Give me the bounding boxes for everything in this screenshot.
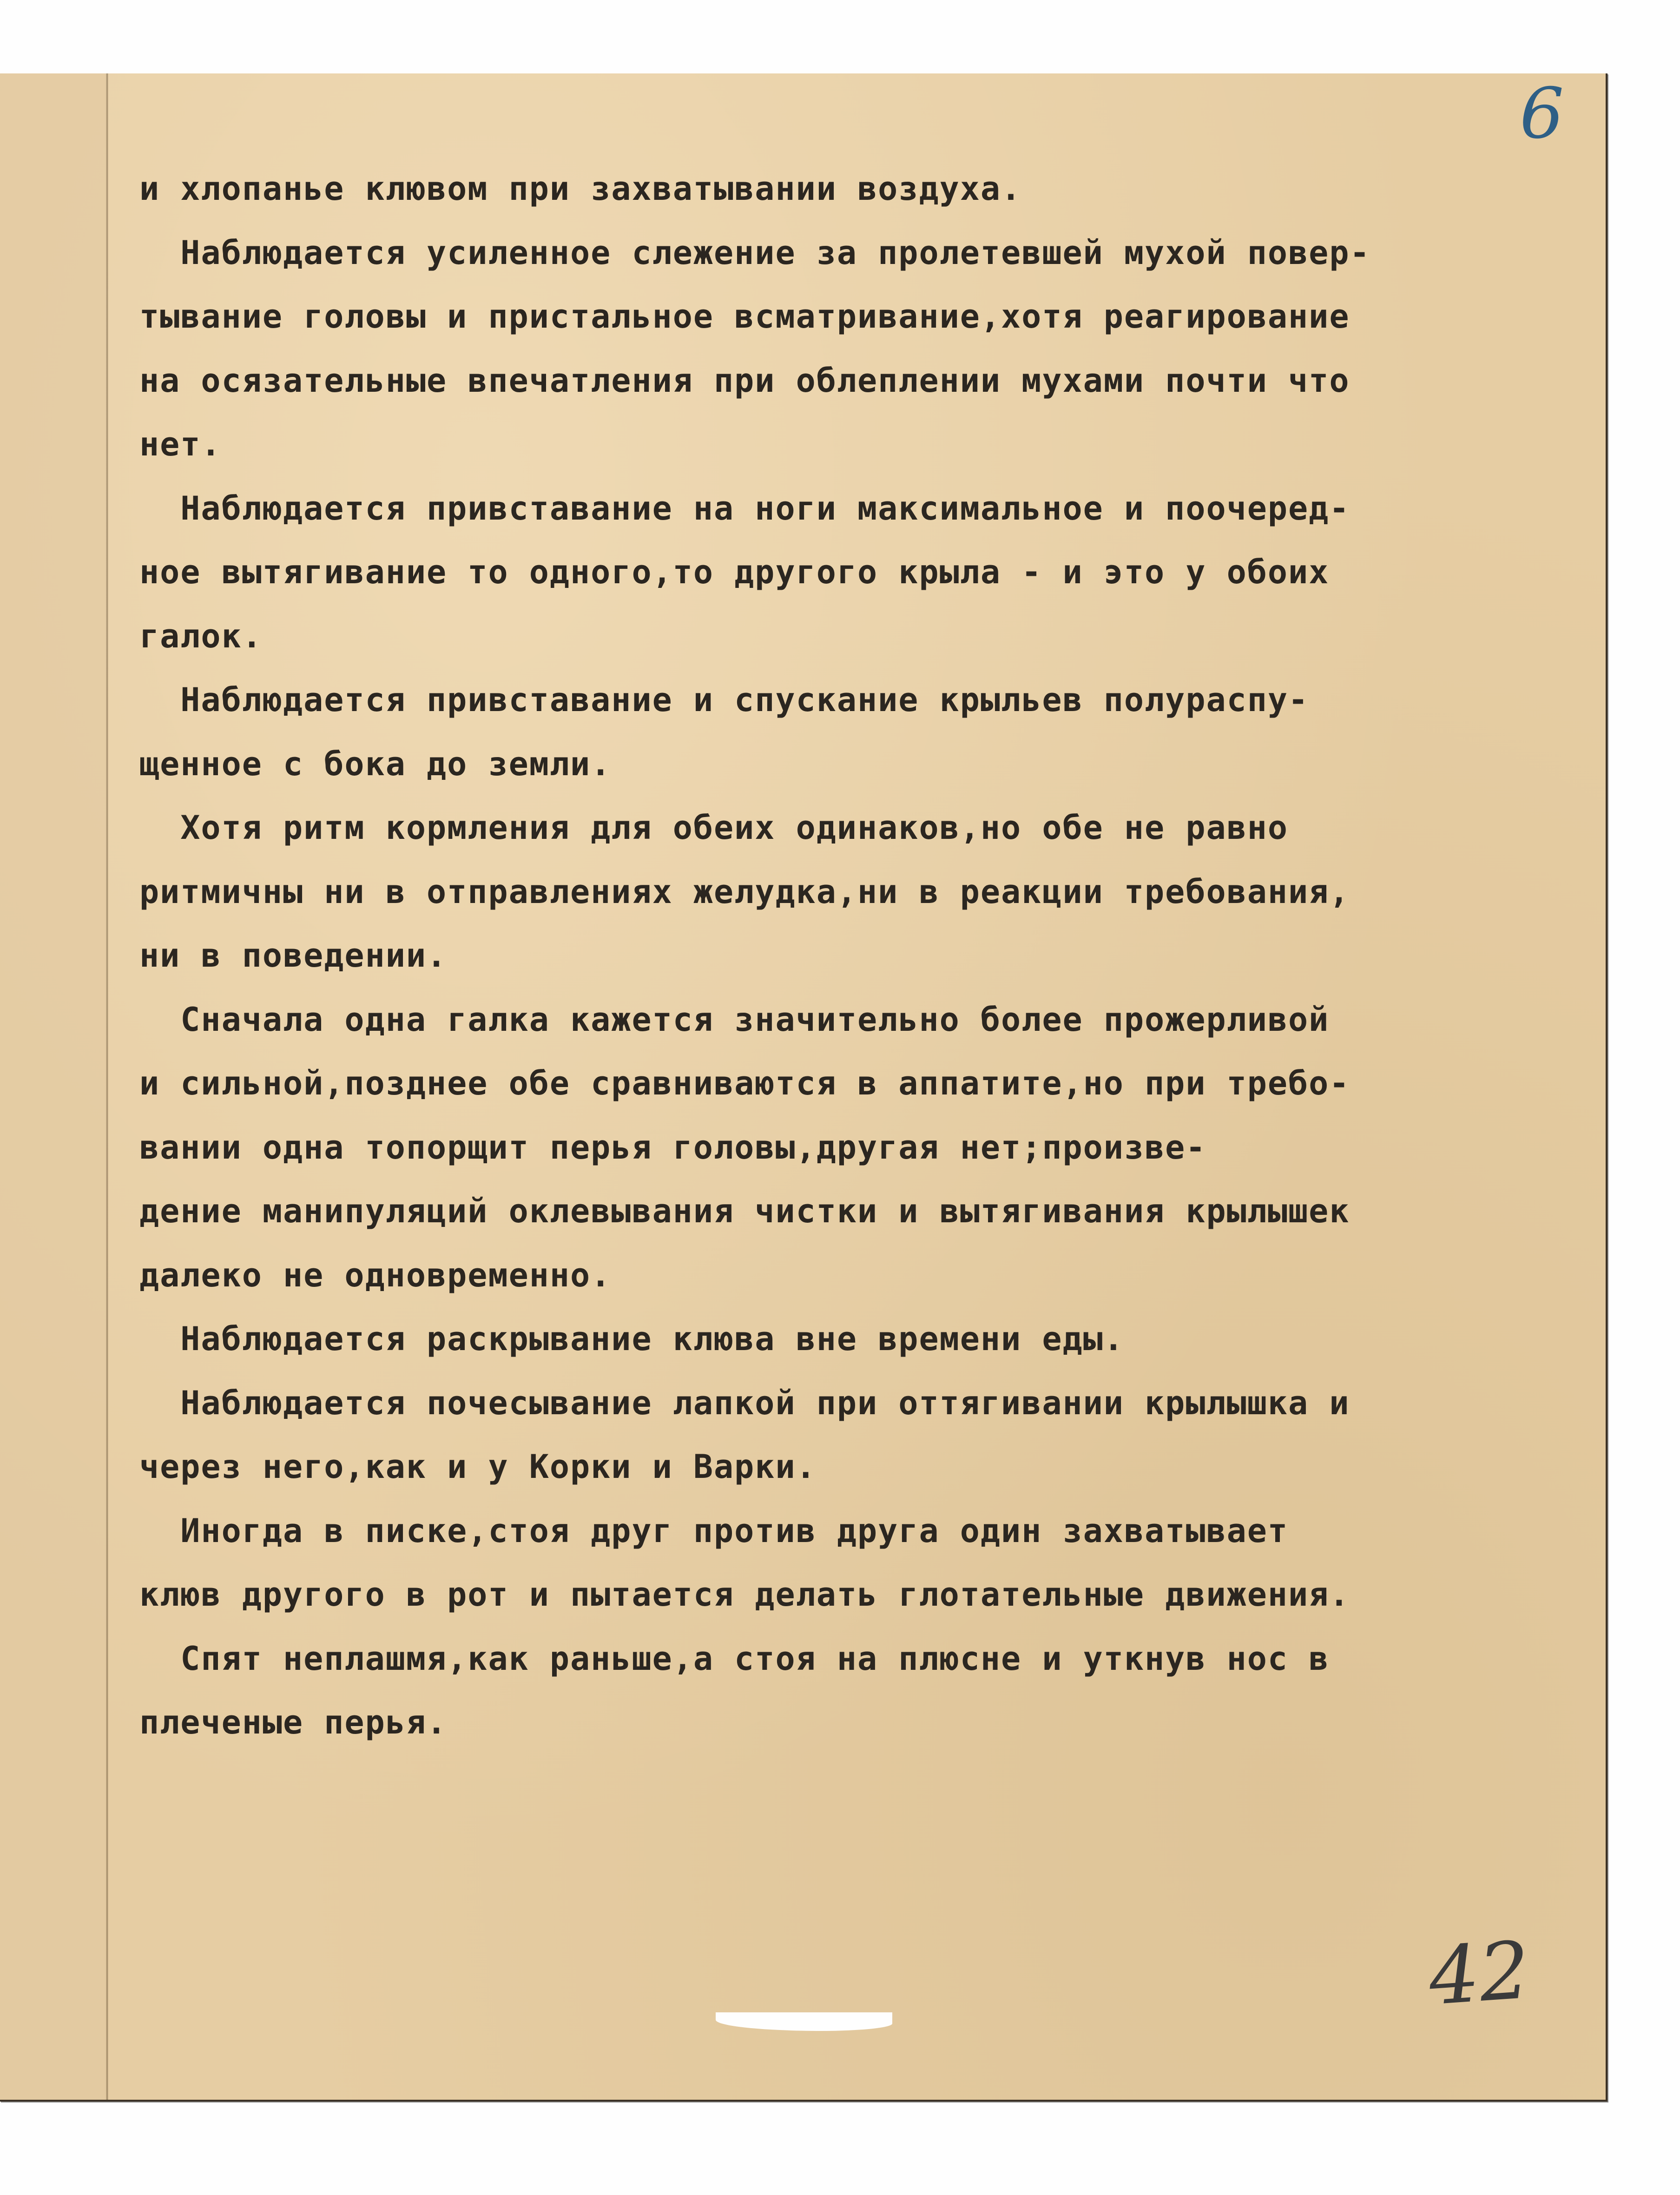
text-line: дение манипуляций оклевывания чистки и вытягивания крылышек [139, 1192, 1350, 1230]
text-line: плеченые перья. [139, 1703, 448, 1741]
text-line: ное вытягивание то одного,то другого крыла - и это у обоих [139, 553, 1330, 591]
text-line: Наблюдается привставание и спускание крыльев полураспу- [139, 681, 1309, 719]
text-line: и хлопанье клювом при захватывании воздуха. [139, 170, 1022, 208]
text-line: через него,как и у Корки и Варки. [139, 1448, 817, 1486]
folded-left-margin [0, 73, 106, 2100]
text-line: Наблюдается привставание на ноги максимальное и поочеред- [139, 489, 1350, 527]
text-line: Хотя ритм кормления для обеих одинаков,но обе не равно [139, 809, 1289, 847]
text-line: вании одна топорщит перья головы,другая нет;произве- [139, 1128, 1206, 1167]
text-line: ритмичны ни в отправлениях желудка,ни в реакции требования, [139, 872, 1350, 911]
text-line: Наблюдается усиленное слежение за пролетевшей мухой повер- [139, 233, 1370, 272]
document-sheet [0, 73, 1608, 2102]
typewritten-text [139, 157, 1534, 1755]
text-line: нет. [139, 425, 222, 463]
text-line: на осязательные впечатления при облеплении мухами почти что [139, 361, 1350, 400]
text-line: ни в поведении. [139, 936, 448, 975]
text-line: щенное с бока до земли. [139, 745, 612, 783]
folio-number-top: 6 [1520, 73, 1564, 154]
text-line: Наблюдается раскрывание клюва вне времени еды. [139, 1320, 1124, 1358]
text-line: тывание головы и пристальное всматривание,хотя реагирование [139, 297, 1350, 336]
text-line: Иногда в писке,стоя друг против друга один захватывает [139, 1511, 1289, 1550]
folio-number-bottom: 42 [1426, 1924, 1533, 2024]
text-line: далеко не одновременно. [139, 1256, 612, 1294]
text-line: и сильной,позднее обе сравниваются в аппатите,но при требо- [139, 1064, 1350, 1102]
text-line: Спят неплашмя,как раньше,а стоя на плюсне и уткнув нос в [139, 1639, 1330, 1678]
fold-crease [106, 73, 108, 2100]
text-line: клюв другого в рот и пытается делать глотательные движения. [139, 1575, 1350, 1614]
text-line: галок. [139, 617, 263, 655]
text-line: Наблюдается почесывание лапкой при оттягивании крылышка и [139, 1384, 1350, 1422]
text-line: Сначала одна галка кажется значительно более прожерливой [139, 1000, 1330, 1039]
